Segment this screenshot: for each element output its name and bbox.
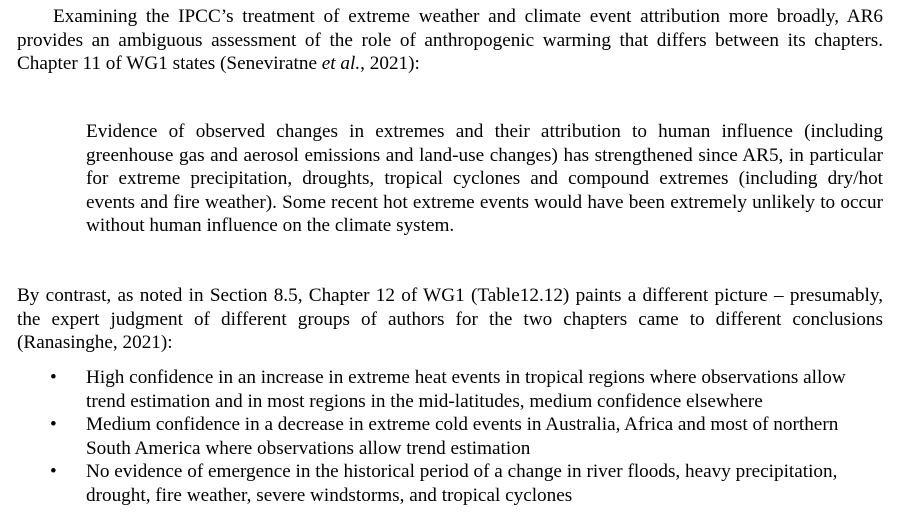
list-item-text: No evidence of emergence in the historical period of a change in river floods, heavy precipitation, drought, fire weather, severe windstorms, and tropical cyclones: [86, 461, 838, 506]
list-item-text: Medium confidence in a decrease in extreme cold events in Australia, Africa and most of northern South America where observations allow trend estimation: [86, 414, 839, 459]
intro-paragraph: [17, 5, 883, 76]
list-item: [0, 366, 883, 413]
list-item: [0, 460, 883, 507]
block-quote: Evidence of observed changes in extremes and their attribution to human influence (including greenhouse gas and aerosol emissions and land-use changes) has strengthened since AR5, in particular for extreme precipitation, droughts, tropical cyclones and compound extremes (including dry/hot events and fire weather). Some recent hot extreme events would have been extremely unlikely to occur without human influence on the climate system.: [86, 121, 883, 236]
list-item-text: High confidence in an increase in extreme heat events in tropical regions where observations allow trend estimation and in most regions in the mid-latitudes, medium confidence elsewhere: [86, 367, 846, 412]
bullet-marker: •: [50, 414, 57, 435]
bullet-marker: •: [50, 461, 57, 482]
list-item: [0, 413, 883, 460]
bullet-marker: •: [50, 367, 57, 388]
findings-list: [0, 366, 907, 507]
contrast-paragraph: By contrast, as noted in Section 8.5, Chapter 12 of WG1 (Table12.12) paints a different picture – presumably, the expert judgment of different groups of authors for the two chapters came to different conclusions (Ranasinghe, 2021):: [17, 285, 883, 353]
intro-paragraph-text: Examining the IPCC’s treatment of extreme weather and climate event attribution more broadly, AR6 provides an ambiguous assessment of the role of anthropogenic warming that differs between its chapters. Chapter 11 of WG1 states (Seneviratne: [17, 6, 883, 74]
citation-et-al: et al.: [321, 53, 361, 74]
intro-paragraph-citation-end: , 2021):: [360, 53, 420, 74]
